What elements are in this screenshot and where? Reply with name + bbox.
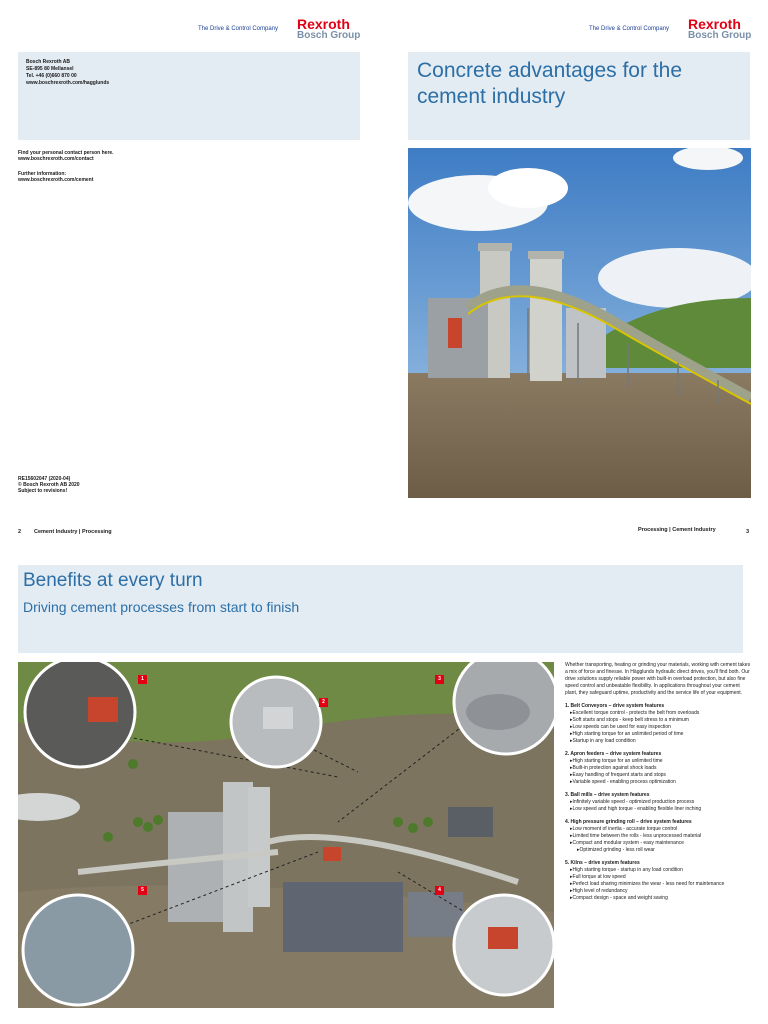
list-item: ▸ Easy handling of frequent starts and stops (565, 772, 753, 779)
badge-1: 1 (138, 675, 147, 684)
list-item: ▸ Compact and modular system - easy maintenance (565, 840, 753, 847)
benefits-text-column (565, 662, 753, 908)
rexroth-logo: Rexroth (688, 16, 741, 32)
cement-plant-photo (408, 148, 751, 498)
cement-plant-illustration (408, 148, 751, 498)
list-item: ▸ Excellent torque control - protects the belt from overloads (565, 710, 753, 717)
list-item: ▸ Low speeds can be used for easy inspection (565, 724, 753, 731)
section-heading: 4. High pressure grinding roll – drive system features (565, 819, 692, 825)
copyright: © Bosch Rexroth AB 2020 (18, 482, 80, 488)
plant-overview-illustration (18, 662, 554, 1008)
list-item: ▸ Soft starts and stops - keep belt stress to a minimum (565, 717, 753, 724)
list-item: ▸ Built-in protection against shock loads (565, 765, 753, 772)
section-heading: 1. Belt Conveyors – drive system features (565, 703, 665, 709)
list-item: ▸ Infinitely variable speed - optimized production process (565, 799, 753, 806)
list-item: ▸ High starting torque for an unlimited period of time (565, 731, 753, 738)
company-web[interactable]: www.boschrexroth.com/hagglunds (26, 80, 110, 86)
section-heading: 2. Apron feeders – drive system features (565, 751, 662, 757)
list-item: ▸ Startup in any load condition (565, 738, 753, 745)
list-item: ▸ Limited time between the rolls - less unprocessed material (565, 833, 753, 840)
further-url[interactable]: www.boschrexroth.com/cement (18, 177, 94, 183)
footer-left-page-number: 2 (18, 529, 22, 535)
section-heading: 5. Kilns – drive system features (565, 860, 640, 866)
brand-tagline: The Drive & Control Company (589, 26, 670, 32)
bosch-group-logo: Bosch Group (688, 30, 752, 41)
list-item: ▸ High starting torque for an unlimited time (565, 758, 753, 765)
subject-to-revisions: Subject to revisions! (18, 488, 68, 494)
section-heading: 3. Ball mills – drive system features (565, 792, 650, 798)
rexroth-logo: Rexroth (297, 16, 350, 32)
list-item: ▸ High starting torque - startup in any load condition (565, 867, 753, 874)
badge-3: 3 (435, 675, 444, 684)
section-apron-feeders (565, 751, 753, 786)
list-item: ▸ Low moment of inertia - accurate torque control (565, 826, 753, 833)
benefits-intro: Whether transporting, heating or grinding your materials, working with cement takes a mix of force and finesse. In Hägglunds hydraulic direct drives, you'll find both. Our drive solutions supply reliable power with built-in overload protection, but also fine speed control and unbeatable flexibility. In applications throughout your cement plant, they safeguard uptime, productivity and the service life of your equipment. (565, 662, 751, 696)
plant-overview-svg (18, 662, 554, 1008)
brand-tagline: The Drive & Control Company (198, 26, 279, 32)
section-ball-mills (565, 792, 753, 813)
contact-url[interactable]: www.boschrexroth.com/contact (18, 156, 94, 162)
doc-code: RE15602047 (2020-04) (18, 476, 71, 482)
benefits-title: Benefits at every turn (23, 570, 203, 591)
footer-left-section: Cement Industry | Processing (34, 529, 112, 535)
company-phone: Tel. +46 (0)660 870 00 (26, 73, 77, 79)
contact-label: Find your personal contact person here. (18, 150, 114, 156)
section-belt-conveyors (565, 703, 753, 745)
badge-5: 5 (138, 886, 147, 895)
list-item: ▸ Full torque at low speed (565, 874, 753, 881)
footer-right-page-number: 3 (746, 529, 750, 535)
list-item: ▸ High level of redundancy (565, 888, 753, 895)
bosch-group-logo: Bosch Group (297, 30, 361, 41)
badge-4: 4 (435, 886, 444, 895)
cover-title-line2: cement industry (417, 85, 566, 108)
further-label: Further information: (18, 171, 67, 177)
company-name: Bosch Rexroth AB (26, 59, 70, 65)
list-item: ▸ Optimized grinding - less roll wear (565, 847, 753, 854)
list-item: ▸ Variable speed - enabling process optimization (565, 779, 753, 786)
list-item: ▸ Low speed and high torque - enabling flexible liner inching (565, 806, 753, 813)
list-item: ▸ Compact design - space and weight saving (565, 895, 753, 902)
cover-title-line1: Concrete advantages for the (417, 59, 683, 82)
section-hpgr (565, 819, 753, 854)
badge-2: 2 (319, 698, 328, 707)
list-item: ▸ Perfect load sharing minimizes the wear - less need for maintenance (565, 881, 753, 888)
section-kilns (565, 860, 753, 902)
company-address: SE-895 80 Mellansel (26, 66, 74, 72)
footer-right-section: Processing | Cement Industry (638, 527, 716, 533)
benefits-subtitle: Driving cement processes from start to finish (23, 599, 300, 615)
